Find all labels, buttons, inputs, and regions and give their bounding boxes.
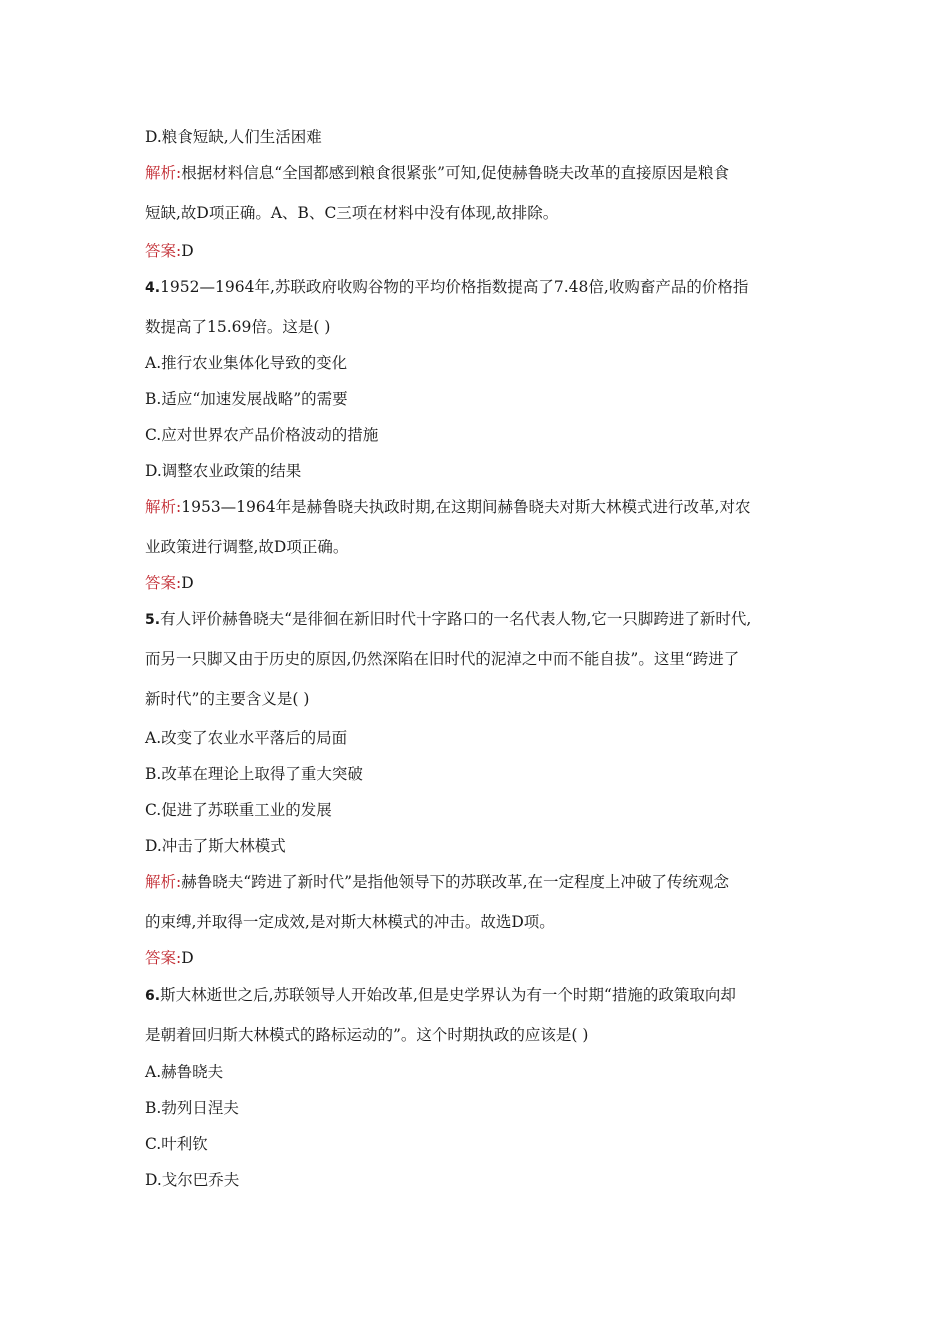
answer-option xyxy=(145,1170,825,1190)
answer-option xyxy=(145,728,825,748)
line-text: D xyxy=(181,949,194,967)
answer-option xyxy=(145,425,825,445)
line-text: 赫鲁晓夫“跨进了新时代”是指他领导下的苏联改革,在一定程度上冲破了传统观念 xyxy=(181,873,730,891)
line-text: D.冲击了斯大林模式 xyxy=(145,837,286,855)
question-number: 5. xyxy=(145,612,161,628)
line-text: D.戈尔巴乔夫 xyxy=(145,1171,240,1189)
analysis-line xyxy=(145,872,825,892)
line-text: 而另一只脚又由于历史的原因,仍然深陷在旧时代的泥淖之中而不能自拔”。这里“跨进了 xyxy=(145,650,740,668)
text-line xyxy=(145,537,825,557)
line-text: 的束缚,并取得一定成效,是对斯大林模式的冲击。故选D项。 xyxy=(145,913,555,931)
answer-option xyxy=(145,353,825,373)
line-text: A.赫鲁晓夫 xyxy=(145,1063,224,1081)
analysis-line xyxy=(145,497,825,517)
text-line xyxy=(145,203,825,223)
text-line xyxy=(145,689,825,709)
line-text: D xyxy=(181,574,194,592)
line-text: 业政策进行调整,故D项正确。 xyxy=(145,538,349,556)
question-line xyxy=(145,277,825,298)
line-text: 数提高了15.69倍。这是( ) xyxy=(145,318,331,336)
answer-option xyxy=(145,389,825,409)
text-line xyxy=(145,317,825,337)
answer-label: 答案: xyxy=(145,242,182,260)
line-text: D.调整农业政策的结果 xyxy=(145,462,302,480)
line-text: D.粮食短缺,人们生活困难 xyxy=(145,128,322,146)
line-text: A.改变了农业水平落后的局面 xyxy=(145,729,348,747)
text-line xyxy=(145,1025,825,1045)
line-text: A.推行农业集体化导致的变化 xyxy=(145,354,348,372)
answer-line xyxy=(145,573,825,593)
line-text: 新时代”的主要含义是( ) xyxy=(145,690,310,708)
answer-option xyxy=(145,800,825,820)
line-text: 1952—1964年,苏联政府收购谷物的平均价格指数提高了7.48倍,收购畜产品的价格指 xyxy=(160,278,749,296)
line-text: 斯大林逝世之后,苏联领导人开始改革,但是史学界认为有一个时期“措施的政策取向却 xyxy=(160,986,736,1004)
line-text: 有人评价赫鲁晓夫“是徘徊在新旧时代十字路口的一名代表人物,它一只脚跨进了新时代, xyxy=(160,610,752,628)
answer-option xyxy=(145,127,825,147)
answer-option xyxy=(145,764,825,784)
line-text: C.叶利钦 xyxy=(145,1135,208,1153)
analysis-line xyxy=(145,163,825,183)
line-text: 根据材料信息“全国都感到粮食很紧张”可知,促使赫鲁晓夫改革的直接原因是粮食 xyxy=(181,164,730,182)
line-text: B.勃列日涅夫 xyxy=(145,1099,239,1117)
analysis-label: 解析: xyxy=(145,873,182,891)
text-line xyxy=(145,649,825,669)
text-line xyxy=(145,912,825,932)
line-text: 是朝着回归斯大林模式的路标运动的”。这个时期执政的应该是( ) xyxy=(145,1026,589,1044)
question-number: 4. xyxy=(145,280,161,296)
question-line xyxy=(145,609,825,630)
answer-option xyxy=(145,1134,825,1154)
line-text: B.改革在理论上取得了重大突破 xyxy=(145,765,363,783)
line-text: B.适应“加速发展战略”的需要 xyxy=(145,390,348,408)
answer-option xyxy=(145,1098,825,1118)
line-text: 短缺,故D项正确。A、B、C三项在材料中没有体现,故排除。 xyxy=(145,204,559,222)
answer-line xyxy=(145,948,825,968)
analysis-label: 解析: xyxy=(145,498,182,516)
line-text: D xyxy=(181,242,194,260)
answer-label: 答案: xyxy=(145,574,182,592)
answer-option xyxy=(145,836,825,856)
answer-option xyxy=(145,1062,825,1082)
line-text: 1953—1964年是赫鲁晓夫执政时期,在这期间赫鲁晓夫对斯大林模式进行改革,对农 xyxy=(181,498,751,516)
line-text: C.促进了苏联重工业的发展 xyxy=(145,801,332,819)
answer-label: 答案: xyxy=(145,949,182,967)
line-text: C.应对世界农产品价格波动的措施 xyxy=(145,426,379,444)
question-line xyxy=(145,985,825,1006)
question-number: 6. xyxy=(145,988,161,1004)
answer-line xyxy=(145,241,825,261)
analysis-label: 解析: xyxy=(145,164,182,182)
answer-option xyxy=(145,461,825,481)
